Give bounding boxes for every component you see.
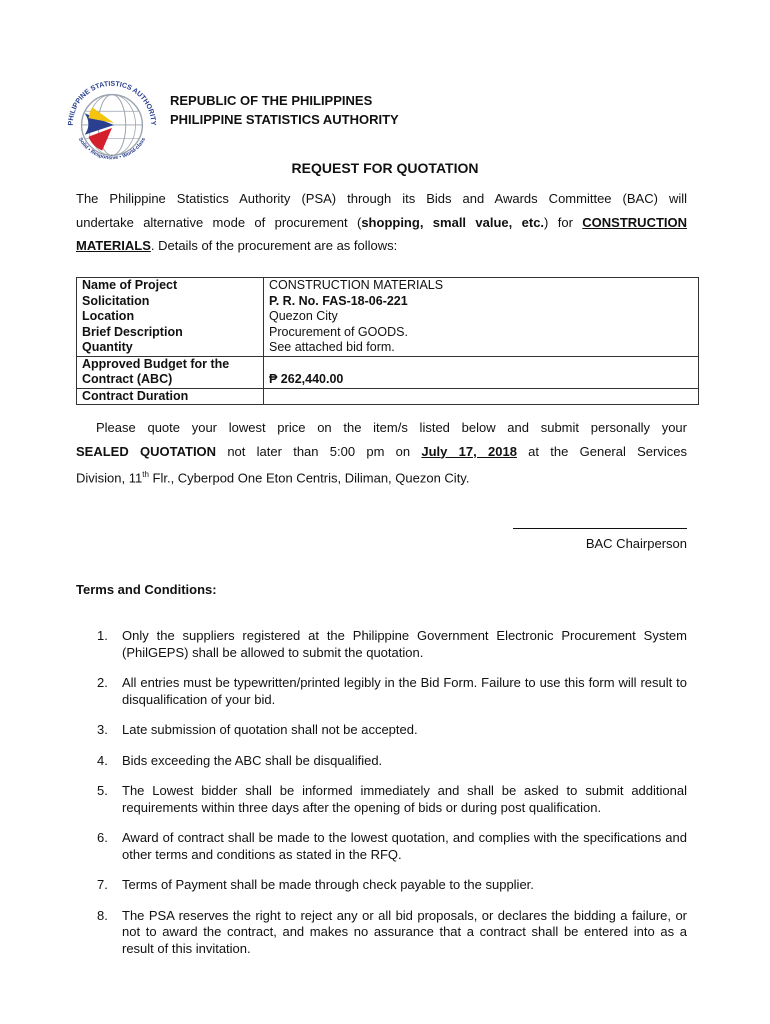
instructions-text: at the General Services <box>516 443 687 459</box>
intro-text: undertake alternative mode of procurement ( <box>76 214 362 230</box>
label-abc-1: Approved Budget for the <box>82 356 230 371</box>
svg-text:Solid • Responsive • World-cla <box>77 137 147 162</box>
intro-paragraph <box>76 187 687 258</box>
svg-text:PHILIPPINE STATISTICS AUTHORIT <box>68 81 157 126</box>
value-location: Quezon City <box>269 309 338 323</box>
logo-arc-bottom-text: Solid • Responsive • World-class <box>76 136 148 162</box>
label-contract-duration: Contract Duration <box>77 388 264 405</box>
table-row <box>77 356 699 388</box>
instructions-text: Division, 11 <box>76 470 143 486</box>
intro-mode-bold: shopping, small value, etc. <box>361 214 545 230</box>
term-text: The Lowest bidder shall be informed immediately and shall be asked to submit additional requirements within three days after the opening of bids or during post qualification. <box>122 783 687 815</box>
header-line-agency: PHILIPPINE STATISTICS AUTHORITY <box>170 112 399 127</box>
term-text: The PSA reserves the right to reject any or all bid proposals, or declares the bidding a failure, or not to award the contract, and makes no assurance that a contract shall be entered into as a result of this invitation. <box>122 907 687 956</box>
terms-heading: Terms and Conditions: <box>76 582 217 597</box>
intro-line-3 <box>76 234 687 258</box>
term-text: Bids exceeding the ABC shall be disqualified. <box>122 752 383 768</box>
intro-project-bold: CONSTRUCTION <box>582 214 688 230</box>
term-number: 8. <box>97 907 108 923</box>
document-title: REQUEST FOR QUOTATION <box>291 160 479 176</box>
value-quantity: See attached bid form. <box>269 340 395 354</box>
instructions-line-3 <box>76 463 687 487</box>
psa-logo <box>63 74 161 172</box>
header-line-republic: REPUBLIC OF THE PHILIPPINES <box>170 93 373 108</box>
term-number: 5. <box>97 783 108 798</box>
instructions-line-2 <box>76 440 687 464</box>
deadline-date: July 17, 2018 <box>421 443 517 459</box>
term-text: Terms of Payment shall be made through check payable to the supplier. <box>122 877 534 892</box>
list-item <box>76 628 687 661</box>
list-item <box>76 722 687 739</box>
intro-text: . Details of the procurement are as follows: <box>150 238 398 253</box>
term-number: 6. <box>97 830 108 845</box>
details-values-cell <box>264 278 699 357</box>
intro-text: ) for <box>544 214 583 230</box>
list-item <box>76 783 687 816</box>
label-solicitation: Solicitation <box>82 293 150 308</box>
instructions-text: Flr., Cyberpod One Eton Centris, Diliman, Quezon City. <box>148 470 470 486</box>
agency-header <box>170 91 399 129</box>
floor-superscript: th <box>142 470 149 479</box>
term-text: Only the suppliers registered at the Philippine Government Electronic Procurement System (PhilGEPS) shall be allowed to submit the quotation. <box>122 628 687 660</box>
sealed-quotation-bold: SEALED QUOTATION <box>76 443 217 459</box>
value-solicitation: P. R. No. FAS-18-06-221 <box>269 293 408 308</box>
signature-line <box>513 528 687 529</box>
term-number: 4. <box>97 752 108 768</box>
label-abc-2: Contract (ABC) <box>82 372 173 386</box>
logo-arc-top-text: PHILIPPINE STATISTICS AUTHORITY <box>67 80 157 126</box>
terms-list <box>76 628 687 957</box>
value-brief-description: Procurement of GOODS. <box>269 324 408 339</box>
details-labels-cell <box>77 278 264 357</box>
table-row <box>77 278 699 357</box>
term-number: 2. <box>97 675 108 690</box>
value-abc: ₱ 262,440.00 <box>264 356 699 388</box>
list-item <box>76 753 687 770</box>
label-location: Location <box>82 309 135 323</box>
term-number: 1. <box>97 628 108 643</box>
list-item <box>76 877 687 894</box>
signatory-title: BAC Chairperson <box>585 536 687 551</box>
instructions-text: not later than 5:00 pm on <box>216 443 422 459</box>
term-text: Award of contract shall be made to the lowest quotation, and complies with the specifications and other terms and conditions as stated in the RFQ. <box>122 830 687 862</box>
label-quantity: Quantity <box>82 340 133 354</box>
abc-label-cell <box>77 356 264 388</box>
instructions-paragraph <box>76 416 687 487</box>
procurement-details-table <box>76 277 699 405</box>
value-contract-duration <box>264 388 699 405</box>
term-number: 7. <box>97 877 108 892</box>
label-brief-description: Brief Description <box>82 324 183 339</box>
list-item <box>76 908 687 958</box>
value-name-of-project: CONSTRUCTION MATERIALS <box>269 278 444 292</box>
list-item <box>76 830 687 863</box>
term-text: All entries must be typewritten/printed legibly in the Bid Form. Failure to use this form will result to disqualification of your bid. <box>122 675 687 707</box>
intro-line-2 <box>76 211 687 235</box>
intro-project-bold: MATERIALS <box>76 238 151 253</box>
label-name-of-project: Name of Project <box>82 278 178 292</box>
table-row <box>77 388 699 405</box>
instructions-line-1: Please quote your lowest price on the item/s listed below and submit personally your <box>96 420 687 435</box>
intro-line-1: The Philippine Statistics Authority (PSA) through its Bids and Awards Committee (BAC) will <box>76 191 687 206</box>
term-number: 3. <box>97 722 108 737</box>
term-text: Late submission of quotation shall not be accepted. <box>122 722 418 737</box>
list-item <box>76 675 687 708</box>
